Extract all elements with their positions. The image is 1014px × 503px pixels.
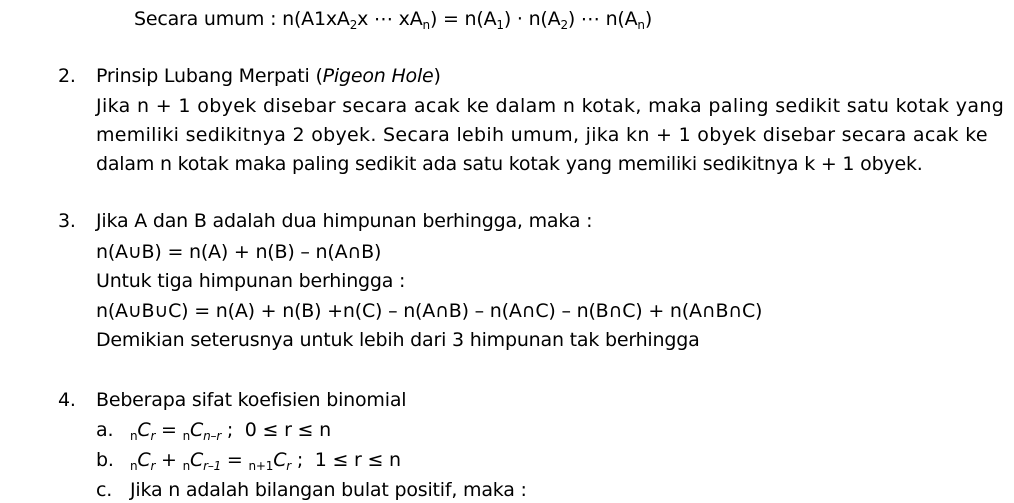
general-formula-line bbox=[134, 6, 652, 32]
item-4-b-formula: $_nC_r + _nC_{r-1} = _{n+1}C_r$ ; 1 ≤ r ≤ n bbox=[130, 449, 401, 473]
item-4-a-letter: a. bbox=[96, 419, 114, 441]
item-3-title: Jika A dan B adalah dua himpunan berhingga, maka : bbox=[96, 210, 593, 232]
item-2-text-line-2: memiliki sedikitnya 2 obyek. Secara lebih umum, jika kn + 1 obyek disebar secara acak ke bbox=[96, 124, 988, 146]
general-formula: $n(A1xA_2x$ ⋯ $xA_n) = n(A_1) \cdot n(A_2)$ ⋯ $n(A_n)$ bbox=[282, 8, 653, 32]
item-3-heading bbox=[58, 208, 592, 234]
item-2-number: 2. bbox=[58, 65, 76, 87]
item-4-b-letter: b. bbox=[96, 449, 114, 471]
item-4-c bbox=[96, 477, 527, 503]
item-4-a bbox=[96, 417, 331, 443]
item-2-text-line-1: Jika n + 1 obyek disebar secara acak ke dalam n kotak, maka paling sedikit satu kotak yang bbox=[96, 95, 1005, 117]
item-4-a-formula: $_nC_r = _nC_{n-r}$ ; 0 ≤ r ≤ n bbox=[130, 419, 331, 443]
item-4-c-letter: c. bbox=[96, 479, 113, 501]
item-4-heading bbox=[58, 387, 406, 413]
item-2-heading bbox=[58, 63, 441, 89]
general-label: Secara umum : bbox=[134, 8, 283, 30]
item-4-c-text: Jika n adalah bilangan bulat positif, maka : bbox=[130, 479, 527, 501]
item-3-subtitle: Untuk tiga himpunan berhingga : bbox=[96, 270, 406, 292]
item-4-number: 4. bbox=[58, 389, 76, 411]
item-2-title: Prinsip Lubang Merpati (Pigeon Hole) bbox=[96, 65, 441, 87]
item-2-text-line-3: dalam n kotak maka paling sedikit ada satu kotak yang memiliki sedikitnya k + 1 obyek. bbox=[96, 153, 923, 175]
item-3-number: 3. bbox=[58, 210, 76, 232]
item-4-title: Beberapa sifat koefisien binomial bbox=[96, 389, 407, 411]
item-4-b bbox=[96, 447, 401, 473]
item-3-formula-two-sets: n(A∪B) = n(A) + n(B) – n(A∩B) bbox=[96, 241, 382, 263]
item-3-formula-three-sets: n(A∪B∪C) = n(A) + n(B) +n(C) – n(A∩B) – n(A∩C) – n(B∩C) + n(A∩B∩C) bbox=[96, 300, 763, 322]
item-3-closing: Demikian seterusnya untuk lebih dari 3 himpunan tak berhingga bbox=[96, 329, 700, 351]
